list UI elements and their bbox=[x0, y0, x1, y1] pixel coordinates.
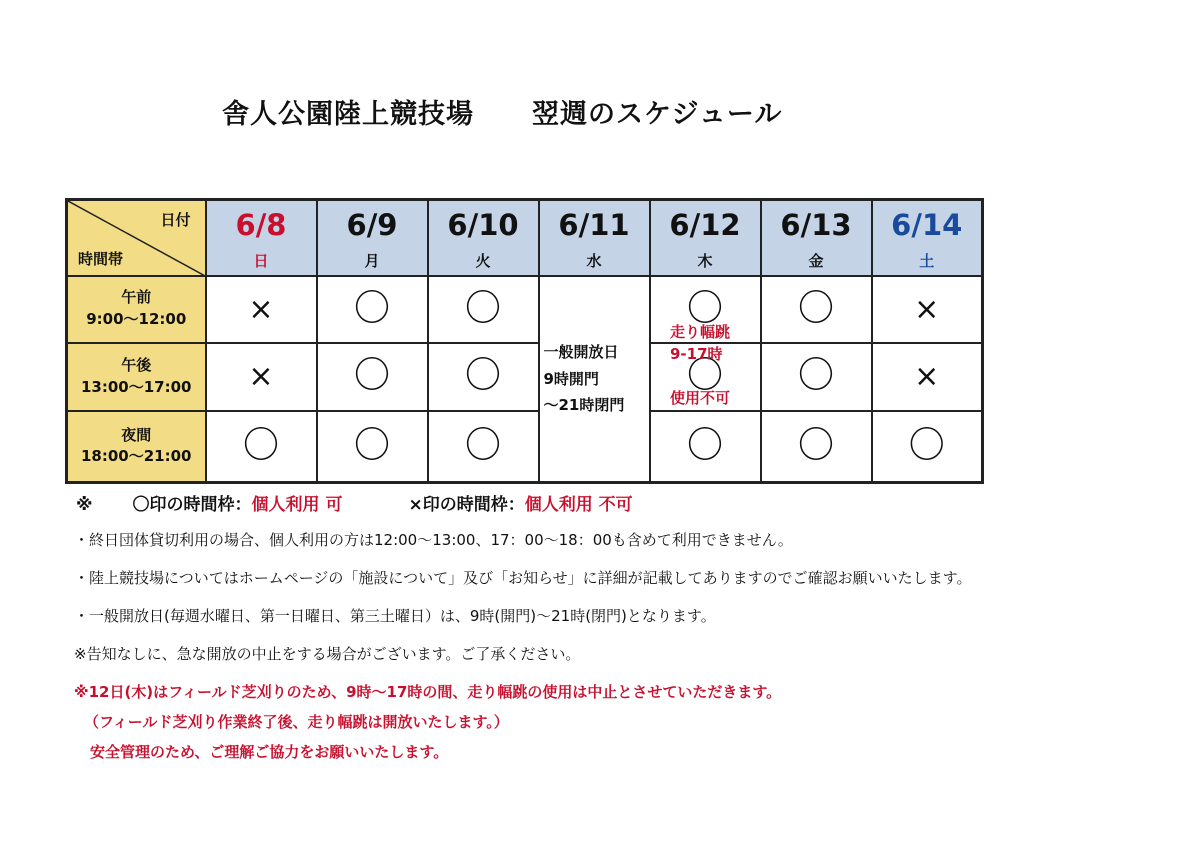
cross-mark: × bbox=[914, 291, 940, 327]
circle-mark: 〇 bbox=[353, 287, 390, 329]
slot-time: 9:00～12:00 bbox=[86, 310, 187, 328]
schedule-cell bbox=[761, 411, 872, 483]
open-day-open-time: 9時開門 bbox=[543, 369, 599, 388]
schedule-cell bbox=[317, 276, 428, 343]
note-line: ※告知なしに、急な開放の中止をする場合がございます。ご了承ください。 bbox=[74, 645, 581, 663]
circle-mark: 〇 bbox=[464, 424, 501, 466]
schedule-cell bbox=[428, 343, 539, 411]
schedule-cell bbox=[428, 411, 539, 483]
circle-mark: 〇 bbox=[464, 355, 501, 396]
thursday-note-line: 9-17時 bbox=[670, 344, 723, 363]
title-venue: 舎人公園陸上競技場 bbox=[222, 99, 474, 130]
circle-mark: 〇 bbox=[797, 287, 834, 329]
circle-mark: 〇 bbox=[353, 355, 390, 396]
schedule-cell bbox=[761, 276, 872, 343]
note-line: ・陸上競技場についてはホームページの「施設について」及び「お知らせ」に詳細が記載してありますのでご確認お願いいたします。 bbox=[74, 569, 972, 587]
circle-mark: 〇 bbox=[908, 424, 945, 466]
slot-header-morning bbox=[67, 276, 206, 343]
schedule-cell bbox=[872, 343, 983, 411]
schedule-cell bbox=[428, 276, 539, 343]
day-date: 6/8 bbox=[235, 207, 287, 242]
day-date: 6/14 bbox=[891, 207, 963, 242]
red-note-line: ※12日(木)はフィールド芝刈りのため、9時～17時の間、走り幅跳の使用は中止とさせていただきます。 bbox=[74, 683, 782, 701]
cross-mark: × bbox=[248, 359, 274, 394]
circle-mark: 〇 bbox=[686, 424, 723, 466]
circle-mark: 〇 bbox=[797, 355, 834, 396]
day-date: 6/9 bbox=[346, 207, 398, 242]
schedule-cell bbox=[206, 276, 317, 343]
day-header bbox=[872, 200, 983, 276]
schedule-table bbox=[65, 198, 984, 484]
slot-header-afternoon bbox=[67, 343, 206, 411]
thursday-long-jump-note bbox=[670, 322, 730, 409]
schedule-cell bbox=[206, 343, 317, 411]
cross-mark: × bbox=[248, 291, 274, 327]
thursday-note-line: 使用不可 bbox=[670, 388, 731, 407]
day-date: 6/13 bbox=[780, 207, 852, 242]
circle-mark: 〇 bbox=[353, 424, 390, 466]
corner-date-label: 日付 bbox=[160, 211, 191, 229]
day-weekday: 火 bbox=[475, 251, 491, 270]
day-weekday: 月 bbox=[364, 251, 380, 270]
circle-mark: 〇 bbox=[686, 355, 723, 396]
slot-time: 18:00～21:00 bbox=[81, 447, 192, 466]
red-note-line: （フィールド芝刈り作業終了後、走り幅跳は開放いたします。） bbox=[84, 713, 509, 731]
day-date: 6/12 bbox=[669, 207, 741, 242]
legend bbox=[76, 490, 633, 515]
legend-ok-prefix: 〇印の時間枠： bbox=[132, 495, 252, 515]
schedule-cell bbox=[872, 411, 983, 483]
page-title bbox=[222, 92, 782, 131]
slot-name: 午後 bbox=[121, 355, 152, 374]
legend-ng-value: 個人利用 不可 bbox=[524, 495, 633, 515]
legend-ok-value: 個人利用 可 bbox=[251, 495, 343, 515]
circle-mark: 〇 bbox=[686, 287, 723, 329]
slot-name: 夜間 bbox=[121, 425, 152, 444]
day-weekday: 木 bbox=[697, 251, 713, 270]
schedule-cell bbox=[872, 276, 983, 343]
legend-ng-prefix: ×印の時間枠： bbox=[408, 495, 525, 515]
title-schedule: 翌週のスケジュール bbox=[532, 99, 783, 130]
day-header bbox=[650, 200, 761, 276]
red-note-line: 安全管理のため、ご理解ご協力をお願いいたします。 bbox=[90, 743, 449, 761]
open-day-cell bbox=[539, 276, 650, 483]
day-header bbox=[206, 200, 317, 276]
open-day-close-time: ～21時閉門 bbox=[543, 395, 625, 414]
circle-mark: 〇 bbox=[797, 424, 834, 466]
slot-name: 午前 bbox=[121, 288, 152, 307]
day-date: 6/11 bbox=[558, 207, 630, 242]
schedule-cell bbox=[317, 343, 428, 411]
schedule-cell bbox=[206, 411, 317, 483]
schedule-cell bbox=[761, 343, 872, 411]
cross-mark: × bbox=[914, 359, 940, 394]
day-header bbox=[317, 200, 428, 276]
schedule-cell bbox=[650, 411, 761, 483]
legend-asterisk: ※ bbox=[76, 495, 93, 515]
table-corner-header bbox=[67, 200, 206, 276]
day-weekday: 水 bbox=[586, 251, 602, 270]
day-header bbox=[761, 200, 872, 276]
day-weekday: 日 bbox=[253, 251, 269, 270]
slot-header-evening bbox=[67, 411, 206, 483]
day-header bbox=[539, 200, 650, 276]
notes-section bbox=[74, 530, 971, 780]
slot-time: 13:00～17:00 bbox=[81, 377, 192, 396]
schedule-cell bbox=[317, 411, 428, 483]
day-header bbox=[428, 200, 539, 276]
thursday-note-line: 走り幅跳 bbox=[670, 323, 731, 341]
day-date: 6/10 bbox=[447, 207, 519, 242]
circle-mark: 〇 bbox=[464, 287, 501, 329]
corner-time-label: 時間帯 bbox=[78, 249, 124, 268]
note-line: ・終日団体貸切利用の場合、個人利用の方は12:00～13:00、17：00～18：00も含めて利用できません。 bbox=[74, 531, 793, 549]
note-line: ・一般開放日(毎週水曜日、第一日曜日、第三土曜日）は、9時(開門)～21時(閉門)となります。 bbox=[74, 607, 716, 625]
circle-mark: 〇 bbox=[242, 424, 279, 466]
day-weekday: 土 bbox=[919, 251, 935, 270]
open-day-label: 一般開放日 bbox=[543, 343, 619, 362]
day-weekday: 金 bbox=[808, 251, 824, 270]
